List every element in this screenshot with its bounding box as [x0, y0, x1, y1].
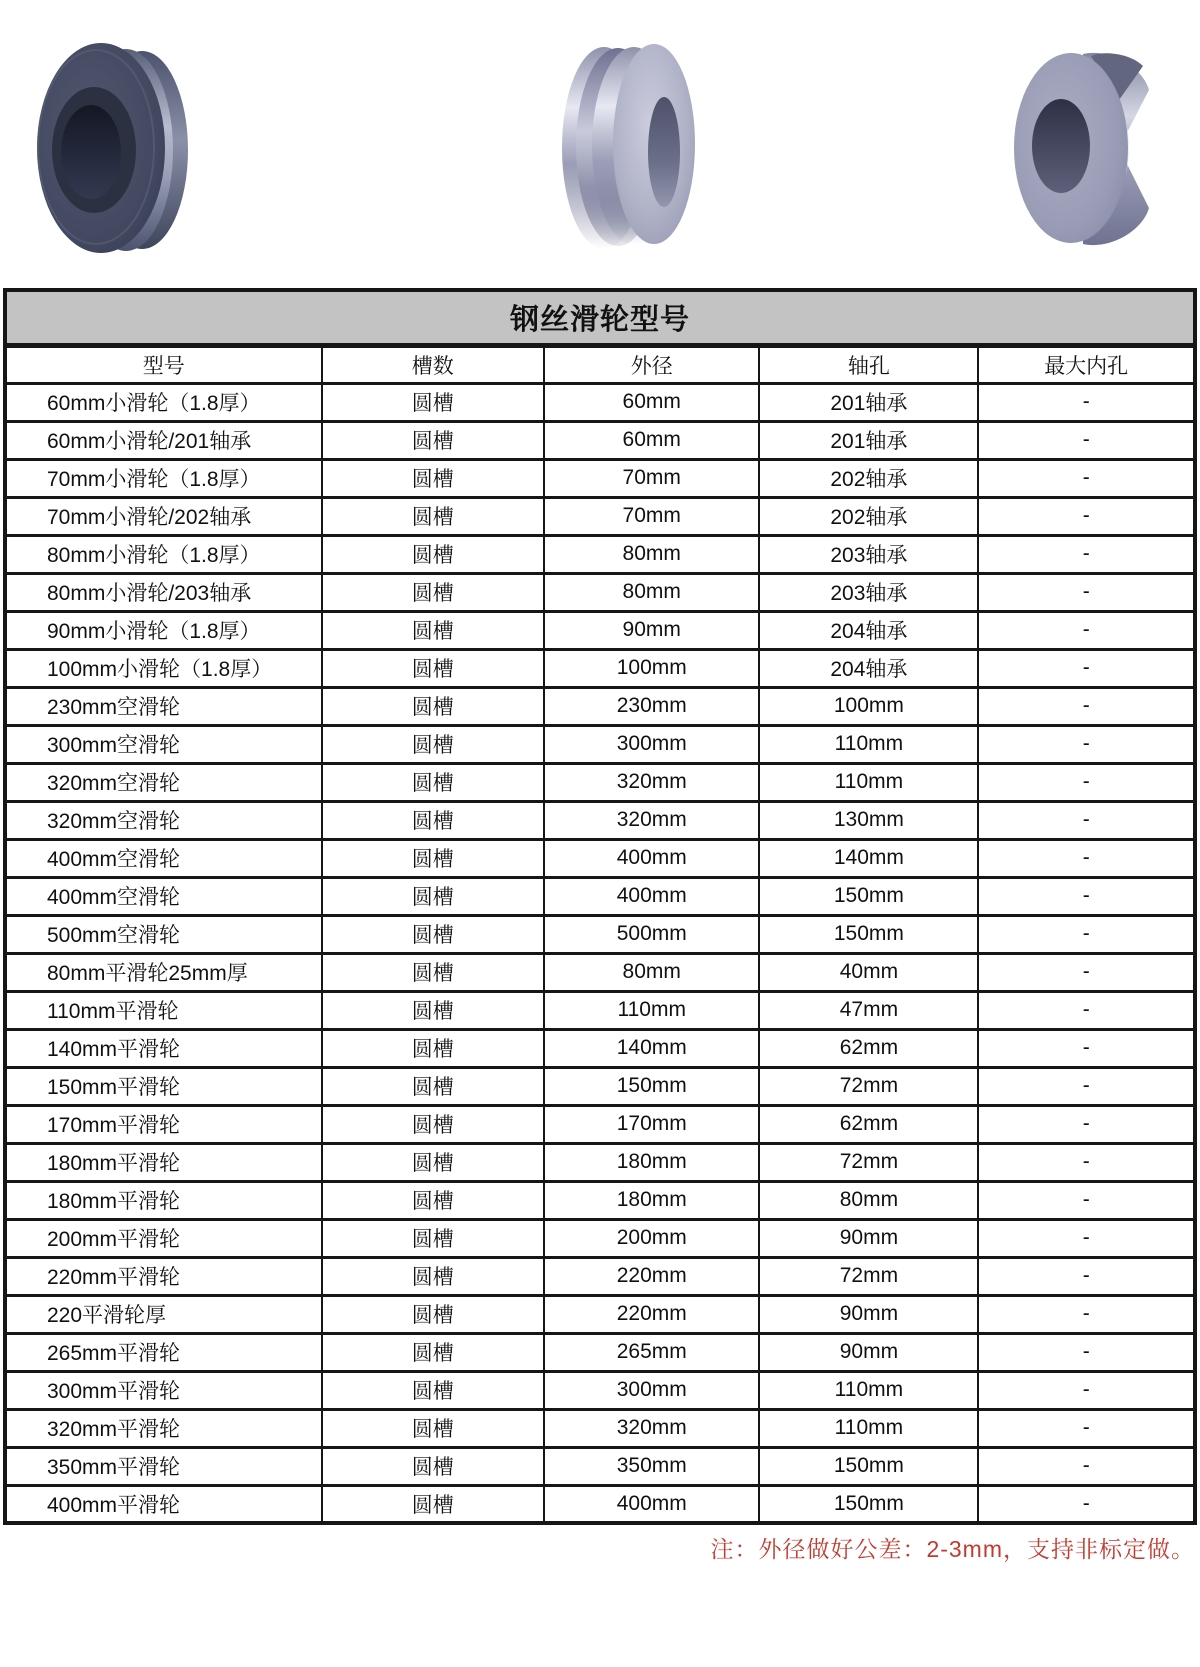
cell-max-bore: -: [978, 421, 1195, 459]
cell-max-bore: -: [978, 383, 1195, 421]
cell-groove-count: 圆槽: [322, 1409, 545, 1447]
table-row: [5, 1029, 1195, 1067]
cell-outer-diameter: 70mm: [544, 497, 759, 535]
table-row: [5, 1219, 1195, 1257]
cell-groove-count: 圆槽: [322, 725, 545, 763]
table-title: 钢丝滑轮型号: [5, 290, 1195, 345]
cell-max-bore: -: [978, 1105, 1195, 1143]
cell-shaft-hole: 140mm: [759, 839, 978, 877]
table-row: [5, 1295, 1195, 1333]
cell-outer-diameter: 350mm: [544, 1447, 759, 1485]
cell-shaft-hole: 110mm: [759, 1409, 978, 1447]
table-row: [5, 991, 1195, 1029]
cell-max-bore: -: [978, 1295, 1195, 1333]
table-row: [5, 1333, 1195, 1371]
table-row: [5, 953, 1195, 991]
cell-model: 60mm小滑轮（1.8厚）: [5, 383, 322, 421]
cell-outer-diameter: 80mm: [544, 573, 759, 611]
cell-max-bore: -: [978, 1219, 1195, 1257]
table-row: [5, 915, 1195, 953]
table-row: [5, 459, 1195, 497]
cell-outer-diameter: 180mm: [544, 1181, 759, 1219]
cell-outer-diameter: 400mm: [544, 1485, 759, 1523]
cell-shaft-hole: 203轴承: [759, 535, 978, 573]
cell-shaft-hole: 110mm: [759, 1371, 978, 1409]
cell-shaft-hole: 202轴承: [759, 459, 978, 497]
cell-outer-diameter: 200mm: [544, 1219, 759, 1257]
cell-groove-count: 圆槽: [322, 915, 545, 953]
cell-shaft-hole: 201轴承: [759, 383, 978, 421]
cell-outer-diameter: 320mm: [544, 1409, 759, 1447]
cell-shaft-hole: 150mm: [759, 915, 978, 953]
cell-outer-diameter: 150mm: [544, 1067, 759, 1105]
cell-outer-diameter: 320mm: [544, 763, 759, 801]
cell-outer-diameter: 220mm: [544, 1295, 759, 1333]
col-header-model: 型号: [5, 345, 322, 383]
table-row: [5, 1257, 1195, 1295]
cell-groove-count: 圆槽: [322, 839, 545, 877]
cell-shaft-hole: 40mm: [759, 953, 978, 991]
cell-groove-count: 圆槽: [322, 1257, 545, 1295]
cell-shaft-hole: 150mm: [759, 1447, 978, 1485]
cell-groove-count: 圆槽: [322, 1143, 545, 1181]
cell-shaft-hole: 90mm: [759, 1295, 978, 1333]
cell-groove-count: 圆槽: [322, 1371, 545, 1409]
cell-shaft-hole: 80mm: [759, 1181, 978, 1219]
table-row: [5, 1105, 1195, 1143]
cell-model: 140mm平滑轮: [5, 1029, 322, 1067]
cell-shaft-hole: 90mm: [759, 1333, 978, 1371]
cell-model: 400mm平滑轮: [5, 1485, 322, 1523]
cell-model: 300mm平滑轮: [5, 1371, 322, 1409]
cell-max-bore: -: [978, 725, 1195, 763]
table-row: [5, 611, 1195, 649]
cell-groove-count: 圆槽: [322, 1029, 545, 1067]
cell-shaft-hole: 110mm: [759, 725, 978, 763]
cell-groove-count: 圆槽: [322, 763, 545, 801]
cell-groove-count: 圆槽: [322, 1105, 545, 1143]
cell-max-bore: -: [978, 991, 1195, 1029]
cell-max-bore: -: [978, 1181, 1195, 1219]
table-body: [5, 383, 1195, 1523]
cell-outer-diameter: 400mm: [544, 839, 759, 877]
col-header-max-bore: 最大内孔: [978, 345, 1195, 383]
cell-groove-count: 圆槽: [322, 383, 545, 421]
cell-max-bore: -: [978, 877, 1195, 915]
cell-max-bore: -: [978, 839, 1195, 877]
table-row: [5, 383, 1195, 421]
col-header-outer-diameter: 外径: [544, 345, 759, 383]
cell-model: 220平滑轮厚: [5, 1295, 322, 1333]
table-row: [5, 1181, 1195, 1219]
table-row: [5, 763, 1195, 801]
table-row: [5, 1371, 1195, 1409]
cell-max-bore: -: [978, 1409, 1195, 1447]
cell-groove-count: 圆槽: [322, 801, 545, 839]
u-groove-pulley-image: [556, 26, 696, 264]
cell-model: 320mm平滑轮: [5, 1409, 322, 1447]
cell-model: 110mm平滑轮: [5, 991, 322, 1029]
cell-model: 220mm平滑轮: [5, 1257, 322, 1295]
cell-shaft-hole: 130mm: [759, 801, 978, 839]
cell-max-bore: -: [978, 1447, 1195, 1485]
cell-shaft-hole: 62mm: [759, 1105, 978, 1143]
cell-max-bore: -: [978, 459, 1195, 497]
cell-max-bore: -: [978, 1143, 1195, 1181]
cell-shaft-hole: 201轴承: [759, 421, 978, 459]
cell-max-bore: -: [978, 1371, 1195, 1409]
cell-model: 400mm空滑轮: [5, 877, 322, 915]
table-row: [5, 573, 1195, 611]
cell-model: 180mm平滑轮: [5, 1143, 322, 1181]
cell-model: 350mm平滑轮: [5, 1447, 322, 1485]
cell-model: 500mm空滑轮: [5, 915, 322, 953]
cell-model: 70mm小滑轮/202轴承: [5, 497, 322, 535]
cell-model: 90mm小滑轮（1.8厚）: [5, 611, 322, 649]
cell-max-bore: -: [978, 1485, 1195, 1523]
cell-groove-count: 圆槽: [322, 459, 545, 497]
table-row: [5, 839, 1195, 877]
cell-shaft-hole: 47mm: [759, 991, 978, 1029]
cell-max-bore: -: [978, 573, 1195, 611]
cell-outer-diameter: 170mm: [544, 1105, 759, 1143]
cell-model: 70mm小滑轮（1.8厚）: [5, 459, 322, 497]
cell-outer-diameter: 110mm: [544, 991, 759, 1029]
cell-outer-diameter: 320mm: [544, 801, 759, 839]
cell-shaft-hole: 110mm: [759, 763, 978, 801]
cell-outer-diameter: 230mm: [544, 687, 759, 725]
cell-max-bore: -: [978, 953, 1195, 991]
cell-groove-count: 圆槽: [322, 1219, 545, 1257]
cell-outer-diameter: 80mm: [544, 953, 759, 991]
cell-model: 320mm空滑轮: [5, 763, 322, 801]
cell-groove-count: 圆槽: [322, 1067, 545, 1105]
cell-outer-diameter: 265mm: [544, 1333, 759, 1371]
cell-shaft-hole: 90mm: [759, 1219, 978, 1257]
u-groove-pulley-photo: [556, 26, 696, 264]
table-row: [5, 1485, 1195, 1523]
cell-outer-diameter: 300mm: [544, 1371, 759, 1409]
cell-max-bore: -: [978, 1029, 1195, 1067]
cell-shaft-hole: 202轴承: [759, 497, 978, 535]
cell-outer-diameter: 180mm: [544, 1143, 759, 1181]
table-row: [5, 1447, 1195, 1485]
cell-max-bore: -: [978, 649, 1195, 687]
cell-outer-diameter: 60mm: [544, 383, 759, 421]
cell-model: 80mm小滑轮/203轴承: [5, 573, 322, 611]
table-row: [5, 687, 1195, 725]
cell-groove-count: 圆槽: [322, 1447, 545, 1485]
cell-groove-count: 圆槽: [322, 573, 545, 611]
cell-groove-count: 圆槽: [322, 421, 545, 459]
round-groove-pulley-image: [30, 30, 190, 265]
table-row: [5, 1409, 1195, 1447]
col-header-shaft-hole: 轴孔: [759, 345, 978, 383]
cell-shaft-hole: 62mm: [759, 1029, 978, 1067]
cell-model: 80mm平滑轮25mm厚: [5, 953, 322, 991]
table-row: [5, 421, 1195, 459]
cell-max-bore: -: [978, 497, 1195, 535]
table-row: [5, 877, 1195, 915]
table-row: [5, 497, 1195, 535]
table-row: [5, 1067, 1195, 1105]
table-row: [5, 801, 1195, 839]
cell-model: 230mm空滑轮: [5, 687, 322, 725]
cell-max-bore: -: [978, 687, 1195, 725]
cell-max-bore: -: [978, 535, 1195, 573]
v-groove-pulley-image: [1005, 38, 1163, 262]
cell-outer-diameter: 80mm: [544, 535, 759, 573]
cell-outer-diameter: 400mm: [544, 877, 759, 915]
cell-groove-count: 圆槽: [322, 497, 545, 535]
cell-shaft-hole: 203轴承: [759, 573, 978, 611]
cell-model: 150mm平滑轮: [5, 1067, 322, 1105]
cell-groove-count: 圆槽: [322, 1295, 545, 1333]
table-row: [5, 725, 1195, 763]
cell-groove-count: 圆槽: [322, 535, 545, 573]
cell-groove-count: 圆槽: [322, 1333, 545, 1371]
cell-shaft-hole: 150mm: [759, 877, 978, 915]
cell-outer-diameter: 100mm: [544, 649, 759, 687]
cell-max-bore: -: [978, 611, 1195, 649]
cell-model: 60mm小滑轮/201轴承: [5, 421, 322, 459]
cell-outer-diameter: 70mm: [544, 459, 759, 497]
cell-outer-diameter: 90mm: [544, 611, 759, 649]
cell-outer-diameter: 140mm: [544, 1029, 759, 1067]
cell-max-bore: -: [978, 1257, 1195, 1295]
footnote: 注：外径做好公差：2-3mm，支持非标定做。: [710, 1536, 1195, 1562]
cell-shaft-hole: 72mm: [759, 1067, 978, 1105]
cell-model: 80mm小滑轮（1.8厚）: [5, 535, 322, 573]
cell-outer-diameter: 500mm: [544, 915, 759, 953]
table-row: [5, 535, 1195, 573]
cell-shaft-hole: 72mm: [759, 1143, 978, 1181]
cell-model: 400mm空滑轮: [5, 839, 322, 877]
cell-outer-diameter: 220mm: [544, 1257, 759, 1295]
cell-max-bore: -: [978, 1067, 1195, 1105]
table-row: [5, 1143, 1195, 1181]
cell-max-bore: -: [978, 801, 1195, 839]
cell-groove-count: 圆槽: [322, 1181, 545, 1219]
cell-model: 300mm空滑轮: [5, 725, 322, 763]
cell-max-bore: -: [978, 1333, 1195, 1371]
cell-model: 200mm平滑轮: [5, 1219, 322, 1257]
cell-groove-count: 圆槽: [322, 991, 545, 1029]
cell-groove-count: 圆槽: [322, 611, 545, 649]
cell-groove-count: 圆槽: [322, 877, 545, 915]
table-title-row: [5, 290, 1195, 345]
cell-groove-count: 圆槽: [322, 1485, 545, 1523]
cell-max-bore: -: [978, 915, 1195, 953]
cell-shaft-hole: 204轴承: [759, 611, 978, 649]
cell-model: 170mm平滑轮: [5, 1105, 322, 1143]
table-header-row: [5, 345, 1195, 383]
cell-shaft-hole: 100mm: [759, 687, 978, 725]
cell-model: 265mm平滑轮: [5, 1333, 322, 1371]
cell-model: 180mm平滑轮: [5, 1181, 322, 1219]
cell-shaft-hole: 150mm: [759, 1485, 978, 1523]
cell-outer-diameter: 300mm: [544, 725, 759, 763]
cell-shaft-hole: 72mm: [759, 1257, 978, 1295]
cell-shaft-hole: 204轴承: [759, 649, 978, 687]
product-photo-strip: [0, 0, 1200, 288]
table-row: [5, 649, 1195, 687]
cell-model: 100mm小滑轮（1.8厚）: [5, 649, 322, 687]
cell-max-bore: -: [978, 763, 1195, 801]
cell-model: 320mm空滑轮: [5, 801, 322, 839]
pulley-spec-table: [3, 288, 1197, 1525]
cell-outer-diameter: 60mm: [544, 421, 759, 459]
cell-groove-count: 圆槽: [322, 649, 545, 687]
round-groove-pulley-photo: [30, 30, 190, 265]
cell-groove-count: 圆槽: [322, 953, 545, 991]
v-groove-pulley-photo: [1005, 38, 1163, 262]
cell-groove-count: 圆槽: [322, 687, 545, 725]
col-header-groove-count: 槽数: [322, 345, 545, 383]
